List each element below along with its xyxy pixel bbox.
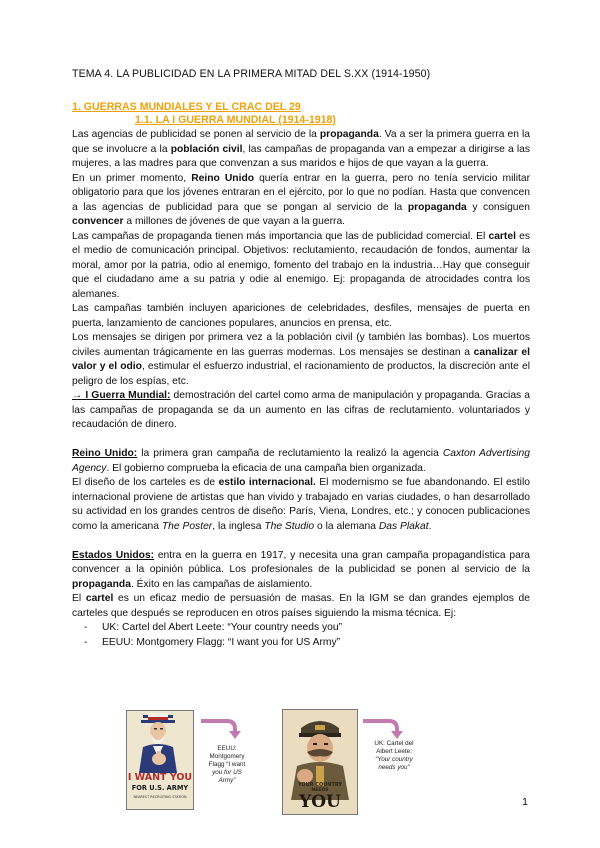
arrow-icon [361,717,405,741]
kitchener-poster-image [282,709,358,815]
poster-headline: I WANT YOU [127,772,193,783]
paragraph: El diseño de los carteles es de estilo internacional. El modernismo se fue abandonando. El estilo internacional proviene de artistas que han vivido y trabajado en varias ciudades, o han desarrollado su actividad en los grandes centros de diseño: París, Viena, Londres, etc.; y conocen publicaciones como la americana The Poster, la inglesa The Studio o la alemana Das Plakat. [72,477,530,532]
list-item: - UK: Cartel del Abert Leete: “Your country needs you” [92,621,530,636]
paragraph: Estados Unidos: entra en la guerra en 1917, y necesita una gran campaña propagandística para convencer a la opinión pública. Los profesionales de la publicidad se ponen al servicio de la propaganda. Éxito en las campañas de aislamiento. [72,549,530,590]
paragraph: Los mensajes se dirigen por primera vez a la población civil (y también las bombas). Los muertos civiles aumentan trágicamente en las guerras modernas. Los mensajes se destinan a canalizar el valor y el odio, estimular el esfuerzo industrial, el racionamiento de productos, la discreción ante el peligro de los espías, etc. [72,332,530,387]
page-number: 1 [522,796,528,808]
document-body [72,128,530,650]
subsection-heading: 1.1. LA I GUERRA MUNDIAL (1914-1918) [135,114,336,126]
figure-caption-uk: UK: Cartel del Albert Leete: “Your country needs you” [374,740,414,771]
paragraph: El cartel es un eficaz medio de persuasión de masas. En la IGM se dan grandes ejemplos de carteles que después se reproducen en otros países siguiendo la misma técnica. Ej: [72,593,530,619]
paragraph: Las agencias de publicidad se ponen al servicio de la propaganda. Va a ser la primera guerra en la que se involucre a la población civil, las campañas de propaganda van a empezar a dirigirse a las mujeres, a las madres para que convenzan a sus maridos e hijos de que vayan a la guerra. [72,129,530,169]
paragraph: En un primer momento, Reino Unido quería entrar en la guerra, pero no tenía servicio militar obligatorio para que los jóvenes entraran en el ejército, por lo que no podían. Hasta que convencen a las agencias de publicidad para que se pongan al servicio de la propaganda y consiguen convencer a millones de jóvenes de que vayan a la guerra. [72,172,531,227]
document-title: TEMA 4. LA PUBLICIDAD EN LA PRIMERA MITAD DEL S.XX (1914-1950) [72,68,431,80]
uncle-sam-poster-image [126,710,194,810]
paragraph: Las campañas de propaganda tienen más importancia que las de publicidad comercial. El cartel es el medio de comunicación principal. Objetivos: reclutamiento, recaudación de fondos, aumentar la moral, amor por la patria, odio al enemigo, fomento del trabajo en la industria…Hay que conseguir que el ciudadano ame a su patria y odie al enemigo. Ej: propaganda de atrocidades contra los alemanes. [72,230,530,300]
example-list [72,621,530,650]
poster-subline: FOR U.S. ARMY [131,784,189,792]
poster-footer: NEAREST RECRUITING STATION [133,795,187,799]
arrow-icon [199,717,243,741]
poster-headline: YOUR COUNTRY [297,782,343,788]
list-item: - EEUU: Montgomery Flagg: “I want you for US Army” [92,636,530,651]
poster-subline: NEEDS [311,788,329,793]
poster-you-text: YOU [299,792,341,812]
paragraph: → I Guerra Mundial: demostración del cartel como arma de manipulación y propaganda. Gracias a las campañas de propaganda se da un aumento en las cifras de reclutamiento. voluntariados y recaudación de dinero. [72,390,530,430]
section-heading: 1. GUERRAS MUNDIALES Y EL CRAC DEL 29 [72,101,301,113]
paragraph: Reino Unido: la primera gran campaña de reclutamiento la realizó la agencia Caxton Advertising Agency. El gobierno comprueba la eficacia de una campaña bien organizada. [72,448,530,474]
paragraph: Las campañas también incluyen apariciones de celebridades, desfiles, mensajes de puerta en puerta, lanzamiento de canciones populares, anuncios en prensa, etc. [72,303,530,329]
figure-caption-eeuu: EEUU: Montgomery Flagg “I want you for US Army” [208,745,246,784]
